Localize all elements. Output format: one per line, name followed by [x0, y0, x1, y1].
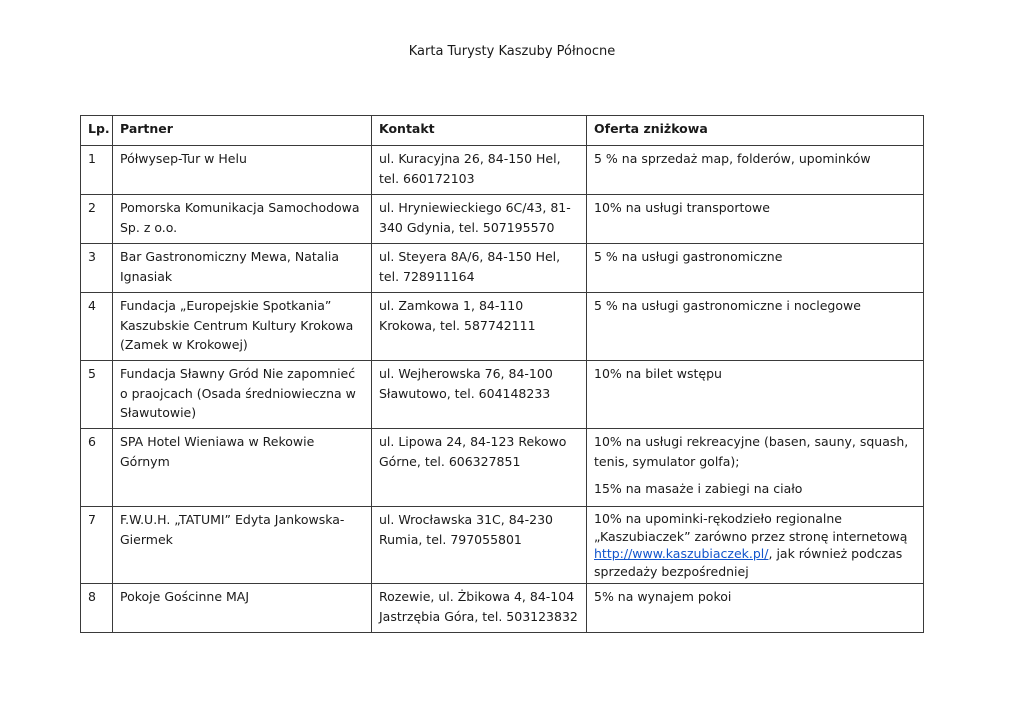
cell-kontakt: ul. Zamkowa 1, 84-110 Krokowa, tel. 587742111	[372, 293, 587, 361]
offer-text: 10% na upominki-rękodzieło regionalne „Kaszubiaczek” zarówno przez stronę internetową	[594, 511, 908, 544]
cell-lp: 5	[81, 361, 113, 429]
cell-kontakt: ul. Kuracyjna 26, 84-150 Hel, tel. 660172103	[372, 146, 587, 195]
cell-lp: 1	[81, 146, 113, 195]
table-row	[81, 507, 924, 584]
cell-kontakt: Rozewie, ul. Żbikowa 4, 84-104 Jastrzębia Góra, tel. 503123832	[372, 584, 587, 633]
cell-partner: Bar Gastronomiczny Mewa, Natalia Ignasiak	[113, 244, 372, 293]
cell-oferta: 5 % na usługi gastronomiczne	[587, 244, 924, 293]
cell-partner: Pokoje Gościnne MAJ	[113, 584, 372, 633]
cell-oferta: 10% na bilet wstępu	[587, 361, 924, 429]
cell-oferta: 5 % na sprzedaż map, folderów, upominków	[587, 146, 924, 195]
table-row	[81, 429, 924, 507]
offer-paragraph: 15% na masaże i zabiegi na ciało	[594, 481, 803, 496]
table-row	[81, 584, 924, 633]
cell-kontakt: ul. Steyera 8A/6, 84-150 Hel, tel. 728911164	[372, 244, 587, 293]
table-row	[81, 244, 924, 293]
cell-kontakt: ul. Lipowa 24, 84-123 Rekowo Górne, tel. 606327851	[372, 429, 587, 507]
column-header-oferta: Oferta zniżkowa	[587, 116, 924, 146]
cell-lp: 6	[81, 429, 113, 507]
partners-table	[80, 115, 924, 633]
cell-partner: Półwysep-Tur w Helu	[113, 146, 372, 195]
cell-oferta: 10% na usługi transportowe	[587, 195, 924, 244]
cell-lp: 8	[81, 584, 113, 633]
column-header-lp: Lp.	[81, 116, 113, 146]
offer-text: , jak również podczas sprzedaży bezpośredniej	[594, 546, 903, 579]
kaszubiaczek-link[interactable]: http://www.kaszubiaczek.pl/	[594, 546, 769, 561]
cell-partner: Pomorska Komunikacja Samochodowa Sp. z o.o.	[113, 195, 372, 244]
table-row	[81, 146, 924, 195]
cell-oferta	[587, 507, 924, 584]
cell-oferta: 5 % na usługi gastronomiczne i noclegowe	[587, 293, 924, 361]
cell-partner: SPA Hotel Wieniawa w Rekowie Górnym	[113, 429, 372, 507]
cell-partner: Fundacja Sławny Gród Nie zapomnieć o praojcach (Osada średniowieczna w Sławutowie)	[113, 361, 372, 429]
table-row	[81, 293, 924, 361]
cell-kontakt: ul. Wejherowska 76, 84-100 Sławutowo, tel. 604148233	[372, 361, 587, 429]
cell-partner: F.W.U.H. „TATUMI” Edyta Jankowska-Giermek	[113, 507, 372, 584]
column-header-kontakt: Kontakt	[372, 116, 587, 146]
cell-lp: 7	[81, 507, 113, 584]
cell-lp: 4	[81, 293, 113, 361]
cell-kontakt: ul. Hryniewieckiego 6C/43, 81-340 Gdynia, tel. 507195570	[372, 195, 587, 244]
offer-paragraph: 10% na usługi rekreacyjne (basen, sauny, squash, tenis, symulator golfa);	[594, 434, 909, 469]
table-header-row	[81, 116, 924, 146]
cell-lp: 2	[81, 195, 113, 244]
cell-lp: 3	[81, 244, 113, 293]
cell-oferta: 5% na wynajem pokoi	[587, 584, 924, 633]
cell-partner: Fundacja „Europejskie Spotkania” Kaszubskie Centrum Kultury Krokowa (Zamek w Krokowej)	[113, 293, 372, 361]
column-header-partner: Partner	[113, 116, 372, 146]
page-title: Karta Turysty Kaszuby Północne	[408, 44, 616, 59]
table-row	[81, 361, 924, 429]
cell-kontakt: ul. Wrocławska 31C, 84-230 Rumia, tel. 797055801	[372, 507, 587, 584]
cell-oferta	[587, 429, 924, 507]
table-row	[81, 195, 924, 244]
